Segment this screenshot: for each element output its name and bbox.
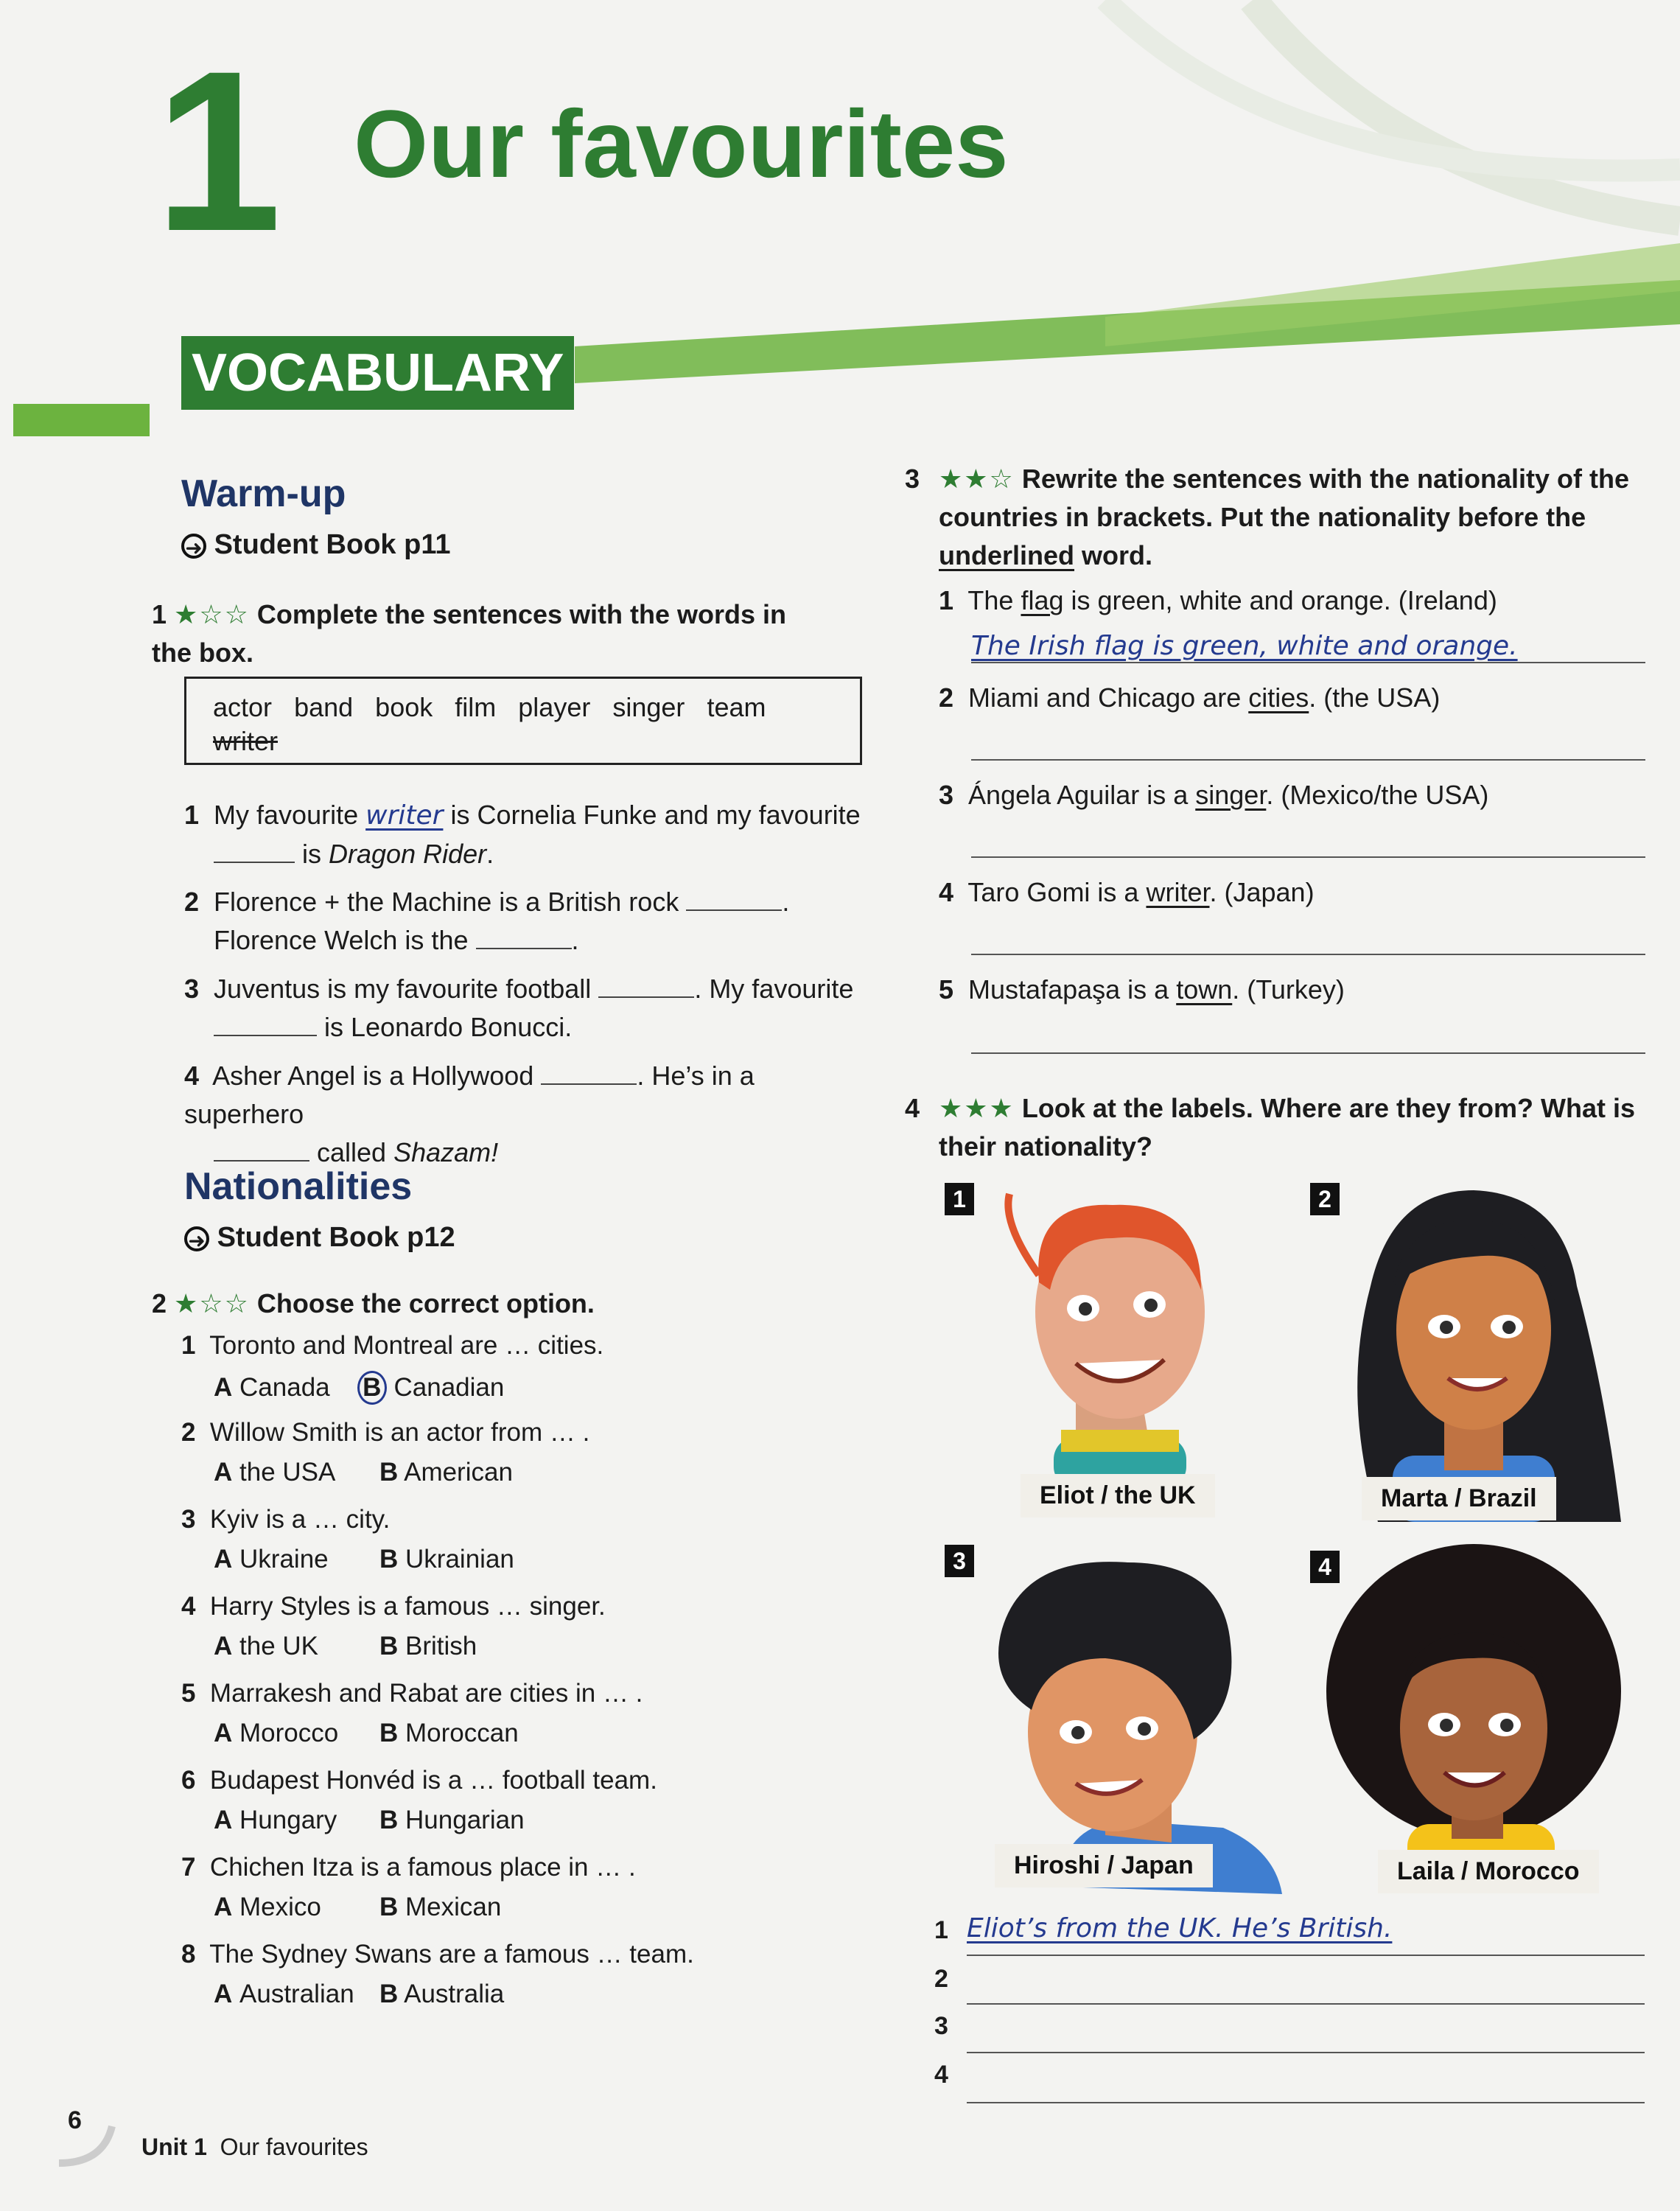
answer-number: 2 — [934, 1965, 948, 1993]
ex3-item: 4 Taro Gomi is a writer. (Japan) — [939, 877, 1315, 907]
page-number: 6 — [68, 2106, 82, 2134]
ex3-item: 1 The flag is green, white and orange. (Ireland) — [939, 585, 1497, 615]
ex2-item: 1 Toronto and Montreal are … cities. A Canada B Canadian — [181, 1331, 844, 1418]
star-rating-icon: ★☆☆ — [174, 599, 250, 629]
option-b[interactable]: British — [405, 1632, 477, 1660]
option-a[interactable]: Hungary — [239, 1806, 337, 1834]
footer-unit: Unit 1 Our favourites — [141, 2134, 368, 2160]
answer-line — [971, 662, 1645, 663]
ex2-item: 6 Budapest Honvéd is a … football team. A Hungary B Hungarian — [181, 1766, 657, 1834]
answer-line[interactable] — [967, 2102, 1645, 2103]
star-rating-icon: ★☆☆ — [174, 1288, 250, 1318]
answer-line[interactable] — [967, 2052, 1645, 2053]
star-rating-icon: ★★★ — [939, 1093, 1015, 1123]
answer-line[interactable] — [971, 856, 1645, 858]
word-box-word: team — [707, 692, 766, 722]
answer-line[interactable] — [971, 1052, 1645, 1054]
word-box-word: singer — [612, 692, 685, 722]
option-b-circled[interactable]: B — [357, 1371, 387, 1405]
portrait-number: 1 — [945, 1183, 974, 1215]
person-label: Marta / Brazil — [1362, 1477, 1556, 1520]
ex1-item: 2 Florence + the Machine is a British rock . Florence Welch is the . — [184, 887, 790, 955]
option-a[interactable]: the USA — [239, 1458, 336, 1487]
option-a[interactable]: Australian — [239, 1980, 354, 2008]
ex4-instruction: 4 ★★★ Look at the labels. Where are they from? What is their nationality? — [905, 1093, 1636, 1162]
portrait-eliot — [987, 1179, 1231, 1489]
answer-line[interactable] — [971, 759, 1645, 761]
portrait-laila — [1304, 1544, 1636, 1890]
word-box-word: book — [375, 692, 433, 722]
ex1-item: 3 Juventus is my favourite football . My favourite is Leonardo Bonucci. — [184, 974, 854, 1042]
ex3-item: 5 Mustafapaşa is a town. (Turkey) — [939, 974, 1345, 1005]
portrait-number: 2 — [1310, 1183, 1340, 1215]
person-label: Laila / Morocco — [1378, 1850, 1599, 1893]
answer-number: 3 — [934, 2012, 948, 2040]
option-a[interactable]: Ukraine — [239, 1545, 329, 1573]
option-b[interactable]: Canadian — [393, 1373, 505, 1402]
star-rating-icon: ★★☆ — [939, 464, 1015, 494]
ex1-item: 4 Asher Angel is a Hollywood . He’s in a superhero called Shazam! — [184, 1061, 755, 1167]
ex3-item: 2 Miami and Chicago are cities. (the USA) — [939, 682, 1441, 713]
arrow-right-icon: ➜ — [184, 1226, 209, 1251]
unit-number: 1 — [155, 23, 282, 279]
example-answer: The Irish flag is green, white and orange. — [971, 631, 1518, 661]
ex3-instruction: 3 ★★☆ Rewrite the sentences with the nationality of the countries in brackets. Put the nationality before the underlined word. — [905, 464, 1629, 570]
ex1-item: 1 My favourite writer is Cornelia Funke and my favourite is Dragon Rider. — [184, 800, 861, 869]
ex1-instruction: 1 ★☆☆ Complete the sentences with the words in the box. — [152, 599, 787, 668]
example-answer: writer — [365, 800, 444, 831]
answer-number: 1 — [934, 1916, 948, 1944]
ex2-instruction: 2 ★☆☆ Choose the correct option. — [152, 1288, 595, 1318]
option-b[interactable]: Australia — [404, 1980, 505, 2008]
word-box — [184, 677, 862, 765]
option-b[interactable]: Mexican — [405, 1893, 502, 1921]
person-label: Hiroshi / Japan — [995, 1844, 1213, 1887]
option-b[interactable]: Moroccan — [405, 1719, 519, 1747]
word-box-word: film — [455, 692, 497, 722]
answer-line[interactable] — [967, 2003, 1645, 2005]
answer-line[interactable] — [971, 954, 1645, 955]
person-label: Eliot / the UK — [1021, 1474, 1215, 1517]
option-b[interactable]: Hungarian — [405, 1806, 525, 1834]
option-a[interactable]: Mexico — [239, 1893, 321, 1921]
ex3-item: 3 Ángela Aguilar is a singer. (Mexico/the USA) — [939, 780, 1489, 810]
ex2-item: 8 The Sydney Swans are a famous … team. A Australian B Australia — [181, 1940, 694, 2008]
nationalities-heading: Nationalities — [184, 1165, 413, 1208]
portrait-number: 4 — [1310, 1551, 1340, 1583]
option-b[interactable]: American — [404, 1458, 513, 1487]
page-corner-curl — [52, 2123, 118, 2167]
ex2-item: 3 Kyiv is a … city. A Ukraine B Ukrainian — [181, 1505, 514, 1573]
option-a[interactable]: Canada — [239, 1373, 330, 1402]
answer-number: 4 — [934, 2061, 948, 2089]
page-title: Our favourites — [354, 90, 1009, 198]
portrait-number: 3 — [945, 1545, 974, 1577]
portrait-hiroshi — [958, 1540, 1282, 1894]
example-answer: Eliot’s from the UK. He’s British. — [967, 1913, 1393, 1943]
nationalities-ref: ➜ Student Book p12 — [184, 1222, 455, 1254]
section-banner: VOCABULARY — [181, 336, 574, 410]
word-box-word: band — [294, 692, 354, 722]
arrow-right-icon: ➜ — [181, 534, 206, 559]
option-a[interactable]: Morocco — [239, 1719, 339, 1747]
ex2-item: 2 Willow Smith is an actor from … . A the USA B American — [181, 1418, 590, 1487]
ex2-list — [181, 1331, 844, 2027]
portrait-marta — [1312, 1176, 1628, 1529]
word-box-struck: writer — [213, 726, 278, 756]
option-b[interactable]: Ukrainian — [405, 1545, 514, 1573]
warmup-ref: ➜ Student Book p11 — [181, 529, 451, 561]
ex2-item: 7 Chichen Itza is a famous place in … . A Mexico B Mexican — [181, 1853, 636, 1921]
ex2-item: 4 Harry Styles is a famous … singer. A the UK B British — [181, 1592, 606, 1660]
option-a[interactable]: the UK — [239, 1632, 319, 1660]
word-box-word: player — [518, 692, 591, 722]
ex2-item: 5 Marrakesh and Rabat are cities in … . A Morocco B Moroccan — [181, 1679, 643, 1747]
word-box-word: actor — [213, 692, 273, 722]
answer-line — [967, 1955, 1645, 1956]
warmup-heading: Warm-up — [181, 472, 346, 515]
